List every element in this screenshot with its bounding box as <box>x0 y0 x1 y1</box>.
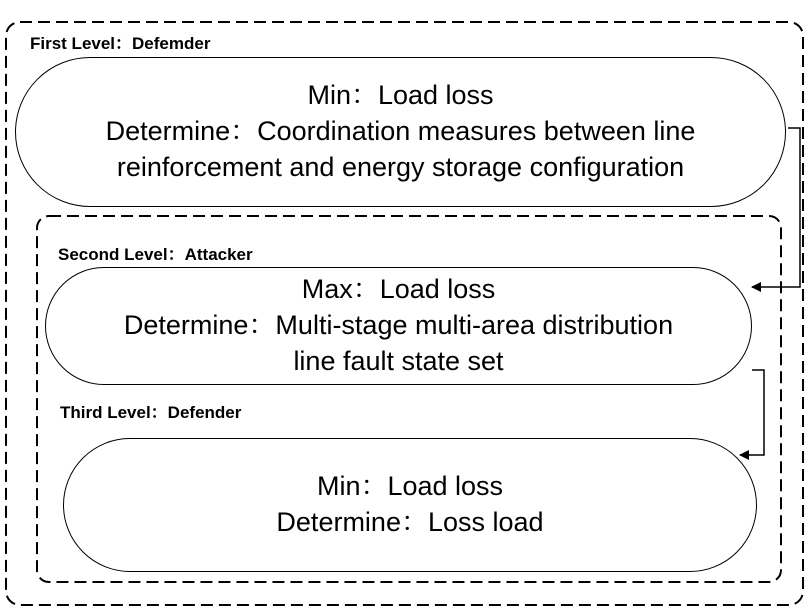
third-level-determine-line1: Determine：Loss load <box>276 507 544 537</box>
second-level-box <box>45 267 752 385</box>
first-level-box <box>15 57 786 207</box>
third-level-objective: Min：Load loss <box>316 471 504 502</box>
third-level-label: Third Level：Defender <box>60 403 242 422</box>
first-level-label: First Level：Defemder <box>30 34 211 53</box>
first-level-objective: Min：Load loss <box>307 80 494 111</box>
second-level-label: Second Level：Attacker <box>58 245 253 264</box>
third-level-box <box>63 438 757 572</box>
first-level-determine-line2: reinforcement and energy storage configuration <box>116 151 685 182</box>
second-level-objective: Max：Load loss <box>301 274 496 305</box>
second-level-determine-line1: Determine：Multi-stage multi-area distribution <box>123 310 674 341</box>
second-level-determine-line2: line fault state set <box>293 345 504 376</box>
arrow-second-to-third <box>740 370 764 455</box>
first-level-determine-line1: Determine：Coordination measures between line <box>105 116 696 147</box>
